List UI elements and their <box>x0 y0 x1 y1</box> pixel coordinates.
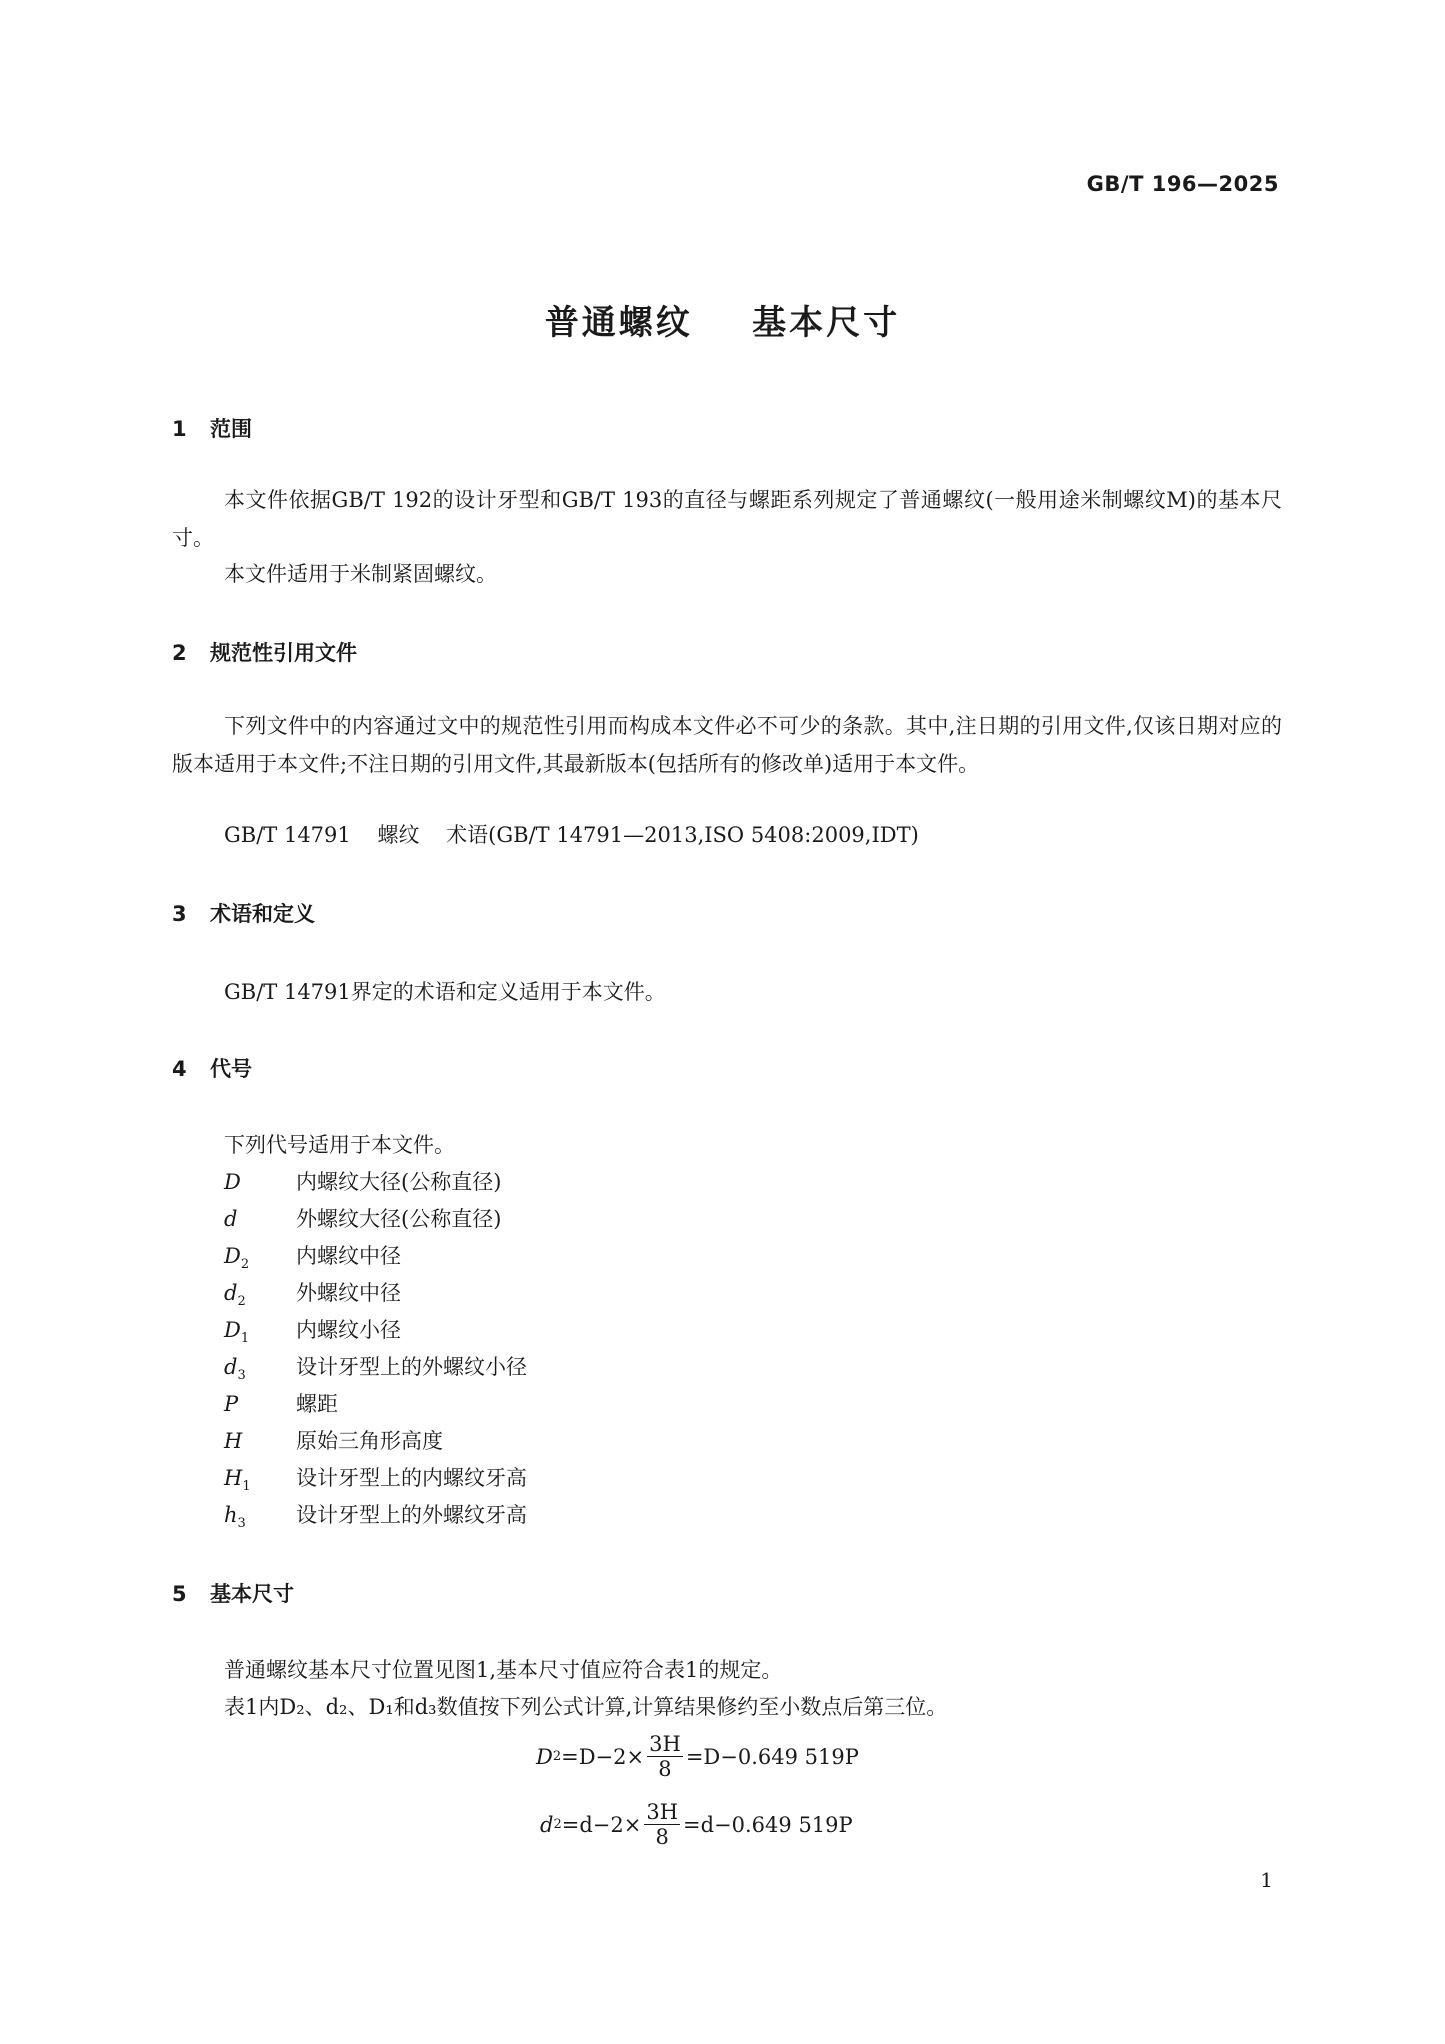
fraction: $\frac{3H}{8}$ <box>649 1732 681 1781</box>
symbol-description: 内螺纹小径 <box>296 1318 401 1342</box>
section-1-paragraph-1: 本文件依据GB/T 192的设计牙型和GB/T 193的直径与螺距系列规定了普通螺纹(一般用途米制螺纹M)的基本尺寸。 <box>172 488 1282 550</box>
symbol: d <box>224 1207 238 1231</box>
symbol-row <box>224 1314 401 1346</box>
symbol-description: 设计牙型上的内螺纹牙高 <box>296 1466 527 1490</box>
section-number: 2 <box>172 641 187 665</box>
symbol: $h_3$ <box>224 1503 246 1532</box>
section-1-paragraph-2: 本文件适用于米制紧固螺纹。 <box>224 562 497 586</box>
symbol: $d_2$ <box>224 1281 246 1310</box>
symbol-row <box>224 1388 338 1420</box>
standard-code: GB/T 196—2025 <box>1086 172 1279 196</box>
section-1-heading <box>172 413 252 443</box>
formula-D2: D 2 =D−2× $\frac{3H}{8}$ =D−0.649 519P <box>536 1732 859 1781</box>
symbol-row <box>224 1166 501 1198</box>
section-3-heading <box>172 898 315 928</box>
section-4-heading <box>172 1053 252 1083</box>
symbol-description: 外螺纹大径(公称直径) <box>296 1207 502 1231</box>
symbol-row <box>224 1462 527 1494</box>
symbol-description: 设计牙型上的外螺纹小径 <box>296 1355 527 1379</box>
symbols-intro: 下列代号适用于本文件。 <box>224 1133 455 1157</box>
section-number: 3 <box>172 902 187 926</box>
page-number: 1 <box>1260 1868 1273 1892</box>
symbol: $H_1$ <box>224 1466 251 1495</box>
symbol: H <box>224 1429 243 1453</box>
section-5-heading <box>172 1578 294 1608</box>
section-number: 1 <box>172 417 187 441</box>
section-5-paragraph-2: 表1内D₂、d₂、D₁和d₃数值按下列公式计算,计算结果修约至小数点后第三位。 <box>224 1695 948 1719</box>
symbol-row <box>224 1425 443 1457</box>
normative-reference: GB/T 14791 螺纹 术语(GB/T 14791—2013,ISO 5408:2009,IDT) <box>224 823 919 847</box>
fraction: $\frac{3H}{8}$ <box>646 1800 679 1849</box>
section-3-paragraph-1: GB/T 14791界定的术语和定义适用于本文件。 <box>224 980 666 1004</box>
section-2-heading <box>172 637 357 667</box>
symbol: $D_2$ <box>224 1244 250 1273</box>
symbol: $D_1$ <box>224 1318 250 1347</box>
section-title: 基本尺寸 <box>210 1582 294 1606</box>
symbol-row <box>224 1203 501 1235</box>
section-title: 规范性引用文件 <box>210 641 357 665</box>
section-title: 代号 <box>210 1057 252 1081</box>
formula-d2: d 2 =d−2× $\frac{3H}{8}$ =d−0.649 519P <box>540 1800 853 1849</box>
section-number: 4 <box>172 1057 187 1081</box>
document-title: 普通螺纹 基本尺寸 <box>544 303 901 343</box>
symbol: P <box>224 1392 239 1416</box>
symbol: $d_3$ <box>224 1355 246 1384</box>
symbol-row <box>224 1351 527 1383</box>
symbol-description: 原始三角形高度 <box>296 1429 443 1453</box>
symbol-row <box>224 1277 401 1309</box>
section-number: 5 <box>172 1582 187 1606</box>
symbol-row <box>224 1499 527 1531</box>
symbol-description: 内螺纹中径 <box>296 1244 401 1268</box>
section-2-paragraph-1: 下列文件中的内容通过文中的规范性引用而构成本文件必不可少的条款。其中,注日期的引用文件,仅该日期对应的版本适用于本文件;不注日期的引用文件,其最新版本(包括所有的修改单)适用于本文件。 <box>172 714 1282 776</box>
section-5-paragraph-1: 普通螺纹基本尺寸位置见图1,基本尺寸值应符合表1的规定。 <box>224 1658 783 1682</box>
section-title: 术语和定义 <box>210 902 315 926</box>
symbol: D <box>224 1170 241 1194</box>
symbol-row <box>224 1240 401 1272</box>
section-title: 范围 <box>210 417 252 441</box>
symbol-description: 内螺纹大径(公称直径) <box>296 1170 502 1194</box>
symbol-description: 设计牙型上的外螺纹牙高 <box>296 1503 527 1527</box>
symbol-description: 螺距 <box>296 1392 338 1416</box>
symbol-description: 外螺纹中径 <box>296 1281 401 1305</box>
